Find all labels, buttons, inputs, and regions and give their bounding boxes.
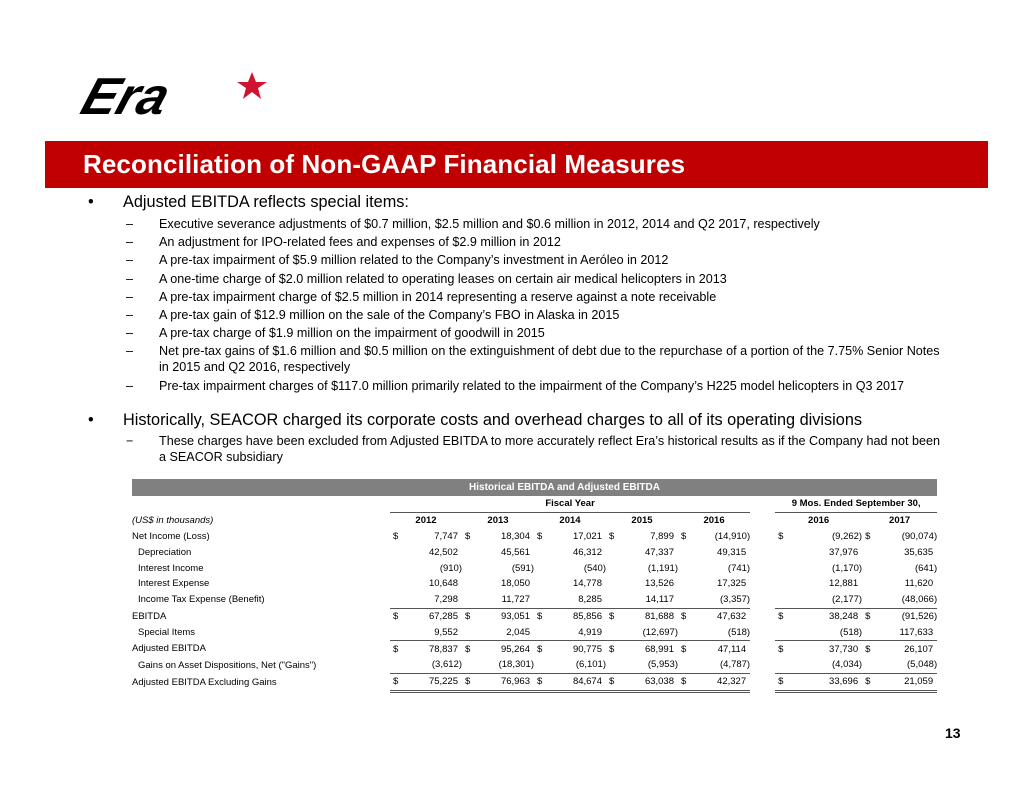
currency-symbol — [775, 576, 795, 592]
currency-symbol — [462, 560, 482, 576]
currency-symbol: $ — [862, 641, 882, 657]
currency-symbol: $ — [678, 641, 698, 657]
list-item: − These charges have been excluded from Adjusted EBITDA to more accurately reflect Era’s historical results as if the Company had not been a SEACOR subsidiary — [126, 433, 940, 464]
currency-symbol: $ — [778, 530, 784, 542]
table-title: Historical EBITDA and Adjusted EBITDA — [132, 479, 937, 496]
currency-symbol: $ — [462, 641, 482, 657]
list-item: – A one-time charge of $2.0 million related to operating leases on certain air medical helicopters in 2013 — [126, 271, 727, 286]
currency-symbol: $ — [534, 608, 554, 624]
currency-symbol: $ — [606, 608, 626, 624]
currency-symbol — [775, 544, 795, 560]
cell-value: (518) — [839, 626, 863, 638]
cell-value: (591) — [511, 562, 534, 574]
cell-value: 7,899 — [650, 530, 674, 542]
cell-value: 7,747 — [434, 530, 458, 542]
cell-value: 11,727 — [501, 594, 530, 606]
cell-value: 14,117 — [645, 594, 674, 606]
currency-symbol — [390, 657, 410, 673]
cell-value: (3,612) — [431, 659, 462, 671]
bullet-text: Adjusted EBITDA reflects special items: — [123, 193, 409, 211]
cell-value: 67,285 — [410, 608, 462, 624]
cell-value: 17,021 — [572, 530, 602, 542]
currency-symbol: $ — [462, 673, 482, 691]
currency-symbol — [390, 560, 410, 576]
cell-value: 8,285 — [578, 594, 602, 606]
list-item: – Pre-tax impairment charges of $117.0 million primarily related to the impairment of the Company’s H225 model helicopters in Q3 2017 — [126, 378, 905, 393]
row-label: Interest Income — [138, 562, 204, 574]
table-row — [132, 608, 937, 624]
bullet-list — [88, 192, 948, 467]
currency-symbol — [606, 560, 626, 576]
table-row — [132, 657, 937, 673]
cell-value: 47,337 — [644, 546, 674, 558]
page-title: Reconciliation of Non-GAAP Financial Measures — [83, 149, 686, 179]
cell-value: 93,051 — [482, 608, 534, 624]
fiscal-year-header: Fiscal Year — [390, 496, 750, 512]
table-row — [132, 560, 937, 576]
currency-symbol: $ — [390, 608, 410, 624]
table-row — [132, 673, 937, 691]
group-header-row — [132, 496, 937, 512]
dash-icon: – — [126, 378, 134, 393]
currency-symbol: $ — [462, 608, 482, 624]
currency-symbol: $ — [393, 530, 399, 542]
table-row — [132, 624, 937, 640]
currency-symbol — [775, 560, 795, 576]
currency-symbol — [462, 592, 482, 608]
currency-symbol: $ — [465, 530, 471, 542]
currency-symbol: $ — [862, 608, 882, 624]
currency-symbol — [606, 592, 626, 608]
cell-value: 37,730 — [795, 641, 862, 657]
cell-value: 45,561 — [500, 546, 530, 558]
currency-symbol — [534, 657, 554, 673]
cell-value: 75,225 — [410, 673, 462, 691]
dash-icon: – — [126, 271, 134, 286]
table-row — [132, 529, 937, 545]
currency-symbol — [390, 544, 410, 560]
currency-symbol: $ — [678, 608, 698, 624]
cell-value: 4,919 — [578, 626, 602, 638]
column-header: 2012 — [415, 515, 437, 527]
dash-icon: – — [126, 326, 134, 341]
currency-symbol — [462, 544, 482, 560]
currency-symbol: $ — [775, 673, 795, 691]
currency-symbol: $ — [862, 673, 882, 691]
cell-value: 17,325 — [717, 578, 747, 590]
list-item: – An adjustment for IPO-related fees and expenses of $2.9 million in 2012 — [126, 235, 561, 250]
cell-value: 81,688 — [626, 608, 678, 624]
row-label: Interest Expense — [138, 578, 210, 590]
currency-symbol: $ — [606, 641, 626, 657]
column-header: 2016 — [808, 515, 830, 527]
unit-label: (US$ in thousands) — [132, 514, 214, 526]
currency-symbol: $ — [537, 530, 543, 542]
cell-value: 49,315 — [717, 546, 747, 558]
dash-icon: – — [126, 217, 134, 231]
currency-symbol — [606, 657, 626, 673]
currency-symbol — [534, 624, 554, 640]
cell-value: (14,910) — [714, 530, 751, 542]
currency-symbol — [862, 624, 882, 640]
dash-icon: – — [126, 235, 134, 250]
row-label: Depreciation — [138, 546, 192, 558]
currency-symbol — [390, 624, 410, 640]
cell-value: 21,059 — [882, 673, 937, 691]
currency-symbol — [606, 544, 626, 560]
cell-value: 42,327 — [698, 673, 750, 691]
cell-value: 7,298 — [434, 594, 458, 606]
cell-value: 18,304 — [500, 530, 530, 542]
currency-symbol — [678, 560, 698, 576]
bullet-icon: • — [88, 193, 94, 211]
cell-value: 76,963 — [482, 673, 534, 691]
currency-symbol — [390, 592, 410, 608]
currency-symbol — [462, 624, 482, 640]
cell-value: (6,101) — [575, 659, 606, 671]
cell-value: (18,301) — [498, 659, 534, 671]
cell-value: (5,048) — [907, 659, 938, 671]
cell-value: 14,778 — [572, 578, 602, 590]
cell-value: 63,038 — [626, 673, 678, 691]
cell-value: 95,264 — [482, 641, 534, 657]
era-logo — [76, 66, 276, 126]
row-label: Gains on Asset Dispositions, Net ("Gains") — [138, 659, 317, 671]
currency-symbol: $ — [775, 608, 795, 624]
bullet-text: Historically, SEACOR charged its corporate costs and overhead charges to all of its operating divisions — [123, 410, 863, 429]
bullet-seacor — [88, 410, 948, 430]
list-item: – A pre-tax gain of $12.9 million on the sale of the Company’s FBO in Alaska in 2015 — [126, 307, 620, 322]
cell-value: (1,191) — [647, 562, 678, 574]
table-row — [132, 544, 937, 560]
seacor-list — [88, 433, 948, 465]
cell-value: (91,526) — [882, 608, 937, 624]
cell-value: 9,552 — [434, 626, 458, 638]
cell-value: (641) — [914, 562, 938, 574]
currency-symbol — [775, 592, 795, 608]
cell-value: 10,648 — [428, 578, 458, 590]
cell-value: (540) — [583, 562, 606, 574]
interim-header: 9 Mos. Ended September 30, — [775, 496, 937, 512]
currency-symbol — [534, 544, 554, 560]
currency-symbol — [534, 592, 554, 608]
special-items-list — [88, 216, 948, 394]
currency-symbol — [678, 592, 698, 608]
cell-value: (48,066) — [901, 594, 938, 606]
currency-symbol — [390, 576, 410, 592]
cell-value: 33,696 — [795, 673, 862, 691]
currency-symbol — [606, 576, 626, 592]
ebitda-table — [132, 479, 937, 693]
list-item: – A pre-tax charge of $1.9 million on the impairment of goodwill in 2015 — [126, 326, 545, 341]
row-label: Adjusted EBITDA Excluding Gains — [132, 676, 277, 688]
table-row — [132, 641, 937, 657]
currency-symbol: $ — [609, 530, 615, 542]
cell-value: 68,991 — [626, 641, 678, 657]
dash-icon: – — [126, 344, 134, 359]
currency-symbol: $ — [390, 673, 410, 691]
list-item: – A pre-tax impairment charge of $2.5 million in 2014 representing a reserve against a note receivable — [126, 289, 717, 304]
page-number: 13 — [945, 725, 961, 741]
list-item: – Net pre-tax gains of $1.6 million and $0.5 million on the extinguishment of debt due to the repurchase of a portion of the 7.75% Senior Notes in 2015 and Q2 2016, respectively — [126, 344, 940, 375]
cell-value: 90,775 — [554, 641, 606, 657]
currency-symbol: $ — [678, 673, 698, 691]
year-header-row — [132, 512, 937, 528]
currency-symbol: $ — [775, 641, 795, 657]
star-icon — [237, 72, 267, 99]
cell-value: (2,177) — [832, 594, 863, 606]
currency-symbol: $ — [534, 673, 554, 691]
cell-value: 18,050 — [500, 578, 530, 590]
cell-value: 37,976 — [829, 546, 859, 558]
currency-symbol — [862, 592, 882, 608]
cell-value: (741) — [727, 562, 751, 574]
currency-symbol: $ — [534, 641, 554, 657]
currency-symbol — [678, 657, 698, 673]
cell-value: 47,632 — [698, 608, 750, 624]
currency-symbol — [862, 560, 882, 576]
currency-symbol — [775, 657, 795, 673]
cell-value: (4,787) — [720, 659, 751, 671]
currency-symbol: $ — [606, 673, 626, 691]
cell-value: 35,635 — [904, 546, 934, 558]
row-label: Income Tax Expense (Benefit) — [138, 594, 265, 606]
column-header: 2013 — [487, 515, 509, 527]
bullet-special-items — [88, 192, 948, 212]
dash-icon: − — [126, 433, 134, 448]
currency-symbol — [678, 624, 698, 640]
cell-value: 26,107 — [882, 641, 937, 657]
row-label: Special Items — [138, 627, 196, 639]
table-row — [132, 592, 937, 608]
cell-value: (4,034) — [832, 659, 863, 671]
cell-value: 42,502 — [428, 546, 458, 558]
cell-value: 85,856 — [554, 608, 606, 624]
cell-value: 47,114 — [698, 641, 750, 657]
list-item: – A pre-tax impairment of $5.9 million related to the Company’s investment in Aeróleo in 2012 — [126, 253, 669, 268]
currency-symbol — [862, 576, 882, 592]
cell-value: 11,620 — [904, 578, 934, 590]
currency-symbol — [462, 657, 482, 673]
dash-icon: – — [126, 307, 134, 322]
currency-symbol: $ — [681, 530, 687, 542]
currency-symbol — [534, 576, 554, 592]
currency-symbol — [534, 560, 554, 576]
currency-symbol: $ — [390, 641, 410, 657]
currency-symbol — [678, 544, 698, 560]
currency-symbol — [775, 624, 795, 640]
currency-symbol — [862, 544, 882, 560]
dash-icon: – — [126, 289, 134, 304]
cell-value: (1,170) — [832, 562, 863, 574]
currency-symbol — [606, 624, 626, 640]
currency-symbol — [678, 576, 698, 592]
cell-value: 38,248 — [795, 608, 862, 624]
row-label: EBITDA — [132, 610, 167, 622]
cell-value: 78,837 — [410, 641, 462, 657]
dash-icon: – — [126, 253, 134, 268]
cell-value: (518) — [727, 626, 751, 638]
cell-value: 13,526 — [644, 578, 674, 590]
cell-value: (3,357) — [720, 594, 751, 606]
cell-value: (9,262) — [832, 530, 863, 542]
list-item: – Executive severance adjustments of $0.7 million, $2.5 million and $0.6 million in 2012, 2014 and Q2 2017, respectively — [126, 217, 820, 231]
logo-wordmark: Era — [76, 68, 178, 126]
cell-value: (910) — [439, 562, 462, 574]
era-logo-mark — [76, 66, 276, 126]
column-header: 2016 — [703, 515, 725, 527]
cell-value: 12,881 — [829, 578, 859, 590]
cell-value: (5,953) — [647, 659, 678, 671]
column-header: 2014 — [559, 515, 581, 527]
currency-symbol — [862, 657, 882, 673]
column-header: 2015 — [631, 515, 653, 527]
cell-value: (12,697) — [642, 626, 678, 638]
ebitda-data-table — [132, 496, 937, 693]
cell-value: 2,045 — [506, 626, 530, 638]
table-row — [132, 576, 937, 592]
currency-symbol: $ — [865, 530, 871, 542]
currency-symbol — [462, 576, 482, 592]
row-label: Adjusted EBITDA — [132, 643, 206, 655]
cell-value: 84,674 — [554, 673, 606, 691]
cell-value: 46,312 — [572, 546, 602, 558]
cell-value: (90,074) — [901, 530, 938, 542]
bullet-icon: • — [88, 410, 94, 429]
column-header: 2017 — [889, 515, 911, 527]
row-label: Net Income (Loss) — [132, 530, 210, 542]
cell-value: 117,633 — [899, 626, 934, 638]
title-bar — [45, 141, 988, 188]
